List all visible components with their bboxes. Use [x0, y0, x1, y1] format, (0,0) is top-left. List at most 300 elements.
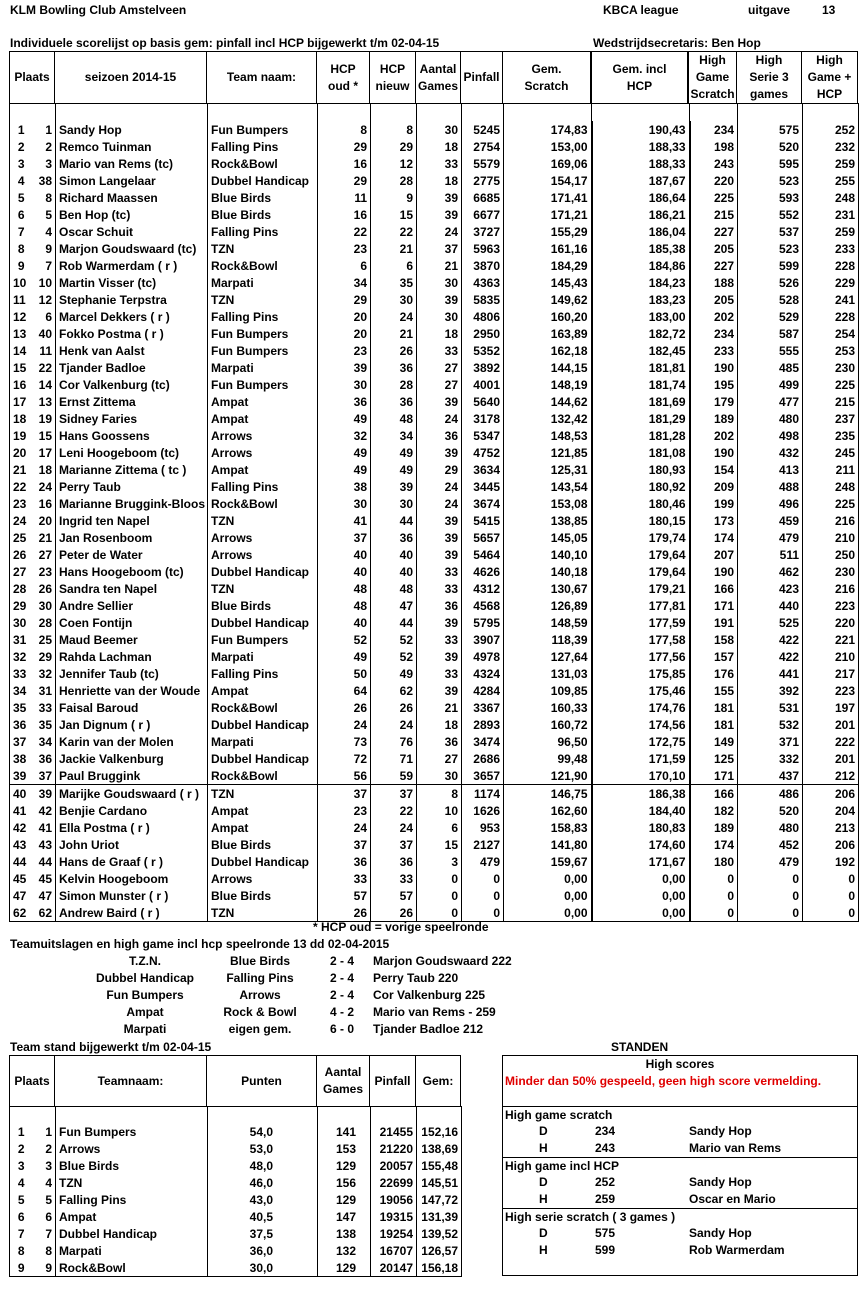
player-hg-hcp: 223: [803, 597, 859, 614]
player-games: 27: [417, 750, 462, 767]
player-row: [10, 461, 859, 478]
team-punten: 43,0: [208, 1191, 318, 1208]
player-hcp-oud: 30: [318, 376, 371, 393]
player-name: Jennifer Taub (tc): [56, 665, 208, 682]
player-prev-rank: 29: [28, 648, 56, 665]
player-hcp-nieuw: 22: [371, 802, 417, 819]
high-score-group-label: High game scratch: [503, 1106, 857, 1122]
player-name: Richard Maassen: [56, 189, 208, 206]
player-name: Marianne Zittema ( tc ): [56, 461, 208, 478]
player-row: [10, 257, 859, 274]
player-games: 36: [417, 597, 462, 614]
player-team: Falling Pins: [208, 223, 318, 240]
player-team: Blue Birds: [208, 189, 318, 206]
player-prev-rank: 31: [28, 682, 56, 699]
player-games: 3: [417, 853, 462, 870]
player-hs-3: 531: [738, 699, 803, 716]
player-hcp-oud: 36: [318, 393, 371, 410]
player-row: [10, 427, 859, 444]
player-name: Faisal Baroud: [56, 699, 208, 716]
player-hcp-oud: 36: [318, 853, 371, 870]
player-games: 10: [417, 802, 462, 819]
player-gem-hcp: 180,46: [592, 495, 690, 512]
player-pinfall: 5352: [462, 342, 504, 359]
player-gem-scratch: 99,48: [504, 750, 592, 767]
player-row: [10, 614, 859, 631]
player-gem-hcp: 180,92: [592, 478, 690, 495]
player-games: 21: [417, 257, 462, 274]
team-prev-rank: 4: [28, 1174, 56, 1191]
player-prev-rank: 38: [28, 172, 56, 189]
player-hcp-oud: 24: [318, 716, 371, 733]
player-hg-scratch: 173: [690, 512, 738, 529]
player-pinfall: 3657: [462, 767, 504, 785]
player-hcp-nieuw: 40: [371, 563, 417, 580]
team-punten: 48,0: [208, 1157, 318, 1174]
player-pinfall: 5347: [462, 427, 504, 444]
player-prev-rank: 14: [28, 376, 56, 393]
player-gem-scratch: 161,16: [504, 240, 592, 257]
player-hs-3: 432: [738, 444, 803, 461]
player-hs-3: 526: [738, 274, 803, 291]
player-gem-hcp: 175,46: [592, 682, 690, 699]
player-prev-rank: 10: [28, 274, 56, 291]
player-hs-3: 462: [738, 563, 803, 580]
player-gem-hcp: 179,64: [592, 563, 690, 580]
player-rank: 23: [10, 495, 28, 512]
player-gem-hcp: 183,00: [592, 308, 690, 325]
player-name: Karin van der Molen: [56, 733, 208, 750]
player-row: [10, 716, 859, 733]
player-rank: 11: [10, 291, 28, 308]
player-gem-hcp: 186,38: [592, 785, 690, 803]
player-gem-hcp: 0,00: [592, 870, 690, 887]
player-prev-rank: 30: [28, 597, 56, 614]
team-col-name: Teamnaam:: [54, 1055, 207, 1107]
player-rank: 45: [10, 870, 28, 887]
player-rank: 43: [10, 836, 28, 853]
player-hs-3: 587: [738, 325, 803, 342]
player-hcp-nieuw: 21: [371, 240, 417, 257]
high-score-value: 252: [594, 1175, 615, 1189]
player-games: 29: [417, 461, 462, 478]
team-row: [10, 1208, 462, 1225]
high-scores-box: [502, 1055, 858, 1276]
team-row: [10, 1157, 462, 1174]
player-games: 0: [417, 887, 462, 904]
player-gem-hcp: 187,67: [592, 172, 690, 189]
player-gem-hcp: 177,59: [592, 614, 690, 631]
player-rank: 25: [10, 529, 28, 546]
match-high-game: Tjander Badloe 212: [373, 1022, 484, 1036]
team-name: TZN: [56, 1174, 208, 1191]
player-row: [10, 240, 859, 257]
player-gem-scratch: 0,00: [504, 870, 592, 887]
match-score: 2 - 4: [329, 971, 354, 985]
player-hcp-nieuw: 59: [371, 767, 417, 785]
player-row: [10, 274, 859, 291]
player-gem-scratch: 144,15: [504, 359, 592, 376]
player-pinfall: 3178: [462, 410, 504, 427]
team-name: Ampat: [56, 1208, 208, 1225]
player-hg-scratch: 154: [690, 461, 738, 478]
team-pinfall: 16707: [371, 1242, 417, 1259]
footnote: * HCP oud = vorige speelronde: [313, 920, 489, 934]
player-rank: 20: [10, 444, 28, 461]
player-hg-scratch: 0: [690, 870, 738, 887]
player-hs-3: 440: [738, 597, 803, 614]
player-hcp-nieuw: 36: [371, 393, 417, 410]
player-hcp-oud: 57: [318, 887, 371, 904]
player-prev-rank: 27: [28, 546, 56, 563]
player-games: 30: [417, 308, 462, 325]
player-rank: 47: [10, 887, 28, 904]
player-hcp-nieuw: 26: [371, 342, 417, 359]
player-hg-scratch: 0: [690, 904, 738, 922]
player-hcp-oud: 22: [318, 223, 371, 240]
player-row: [10, 853, 859, 870]
player-hg-scratch: 202: [690, 427, 738, 444]
player-gem-scratch: 0,00: [504, 904, 592, 922]
player-pinfall: 0: [462, 870, 504, 887]
player-hg-hcp: 210: [803, 529, 859, 546]
team-punten: 54,0: [208, 1123, 318, 1140]
player-name: Henk van Aalst: [56, 342, 208, 359]
player-hcp-oud: 20: [318, 325, 371, 342]
col-hg-scratch: High Game Scratch: [688, 51, 737, 104]
player-hg-hcp: 254: [803, 325, 859, 342]
player-gem-scratch: 160,20: [504, 308, 592, 325]
player-prev-rank: 26: [28, 580, 56, 597]
player-hg-scratch: 182: [690, 802, 738, 819]
player-games: 33: [417, 342, 462, 359]
player-games: 33: [417, 563, 462, 580]
player-name: Cor Valkenburg (tc): [56, 376, 208, 393]
player-hg-hcp: 229: [803, 274, 859, 291]
player-prev-rank: 17: [28, 444, 56, 461]
player-rank: 26: [10, 546, 28, 563]
player-hs-3: 595: [738, 155, 803, 172]
player-hg-hcp: 217: [803, 665, 859, 682]
player-name: Sandy Hop: [56, 121, 208, 138]
player-gem-scratch: 159,67: [504, 853, 592, 870]
player-row: [10, 393, 859, 410]
player-gem-hcp: 175,85: [592, 665, 690, 682]
player-rank: 17: [10, 393, 28, 410]
high-score-player: Sandy Hop: [689, 1226, 752, 1240]
player-hg-scratch: 234: [690, 325, 738, 342]
player-prev-rank: 22: [28, 359, 56, 376]
player-hcp-nieuw: 57: [371, 887, 417, 904]
team-table: [9, 1106, 462, 1277]
player-games: 30: [417, 274, 462, 291]
player-hcp-nieuw: 12: [371, 155, 417, 172]
player-gem-hcp: 181,81: [592, 359, 690, 376]
col-hg-hcp: High Game + HCP: [801, 51, 858, 104]
player-hcp-oud: 11: [318, 189, 371, 206]
player-gem-hcp: 184,40: [592, 802, 690, 819]
player-hs-3: 485: [738, 359, 803, 376]
player-pinfall: 5245: [462, 121, 504, 138]
team-row: [10, 1123, 462, 1140]
player-prev-rank: 16: [28, 495, 56, 512]
player-rank: 62: [10, 904, 28, 922]
player-gem-scratch: 160,33: [504, 699, 592, 716]
player-row: [10, 529, 859, 546]
team-prev-rank: 7: [28, 1225, 56, 1242]
player-gem-scratch: 96,50: [504, 733, 592, 750]
match-score: 4 - 2: [329, 1005, 354, 1019]
player-hg-hcp: 201: [803, 750, 859, 767]
player-hs-3: 480: [738, 819, 803, 836]
edition-number: 13: [822, 3, 836, 17]
player-prev-rank: 23: [28, 563, 56, 580]
player-hs-3: 0: [738, 904, 803, 922]
team-games: 129: [318, 1157, 371, 1174]
player-hs-3: 499: [738, 376, 803, 393]
player-name: Sidney Faries: [56, 410, 208, 427]
page-subtitle: Individuele scorelijst op basis gem: pinfall incl HCP bijgewerkt t/m 02-04-15: [10, 36, 440, 50]
player-row: [10, 342, 859, 359]
team-stand-title: Team stand bijgewerkt t/m 02-04-15: [10, 1040, 212, 1054]
team-row: [10, 1242, 462, 1259]
player-hg-scratch: 205: [690, 291, 738, 308]
player-gem-hcp: 0,00: [592, 904, 690, 922]
player-row: [10, 870, 859, 887]
player-hcp-oud: 41: [318, 512, 371, 529]
player-hg-scratch: 174: [690, 529, 738, 546]
player-prev-rank: 39: [28, 785, 56, 803]
player-hcp-nieuw: 71: [371, 750, 417, 767]
player-name: Rahda Lachman: [56, 648, 208, 665]
player-gem-hcp: 185,38: [592, 240, 690, 257]
player-hg-hcp: 211: [803, 461, 859, 478]
player-prev-rank: 25: [28, 631, 56, 648]
player-row: [10, 802, 859, 819]
player-hcp-nieuw: 52: [371, 648, 417, 665]
team-games: 153: [318, 1140, 371, 1157]
player-hs-3: 413: [738, 461, 803, 478]
player-hcp-nieuw: 47: [371, 597, 417, 614]
player-games: 24: [417, 478, 462, 495]
player-hg-hcp: 225: [803, 495, 859, 512]
player-rank: 10: [10, 274, 28, 291]
player-hs-3: 575: [738, 121, 803, 138]
player-prev-rank: 4: [28, 223, 56, 240]
player-hg-scratch: 215: [690, 206, 738, 223]
player-team: Ampat: [208, 410, 318, 427]
player-row: [10, 444, 859, 461]
player-hcp-nieuw: 30: [371, 495, 417, 512]
player-games: 39: [417, 648, 462, 665]
player-games: 33: [417, 155, 462, 172]
team-gem: 155,48: [417, 1157, 462, 1174]
player-row: [10, 904, 859, 922]
player-prev-rank: 19: [28, 410, 56, 427]
high-score-group-label: High game incl HCP: [503, 1157, 857, 1173]
player-rank: 18: [10, 410, 28, 427]
player-hcp-nieuw: 6: [371, 257, 417, 274]
player-name: Martin Visser (tc): [56, 274, 208, 291]
player-hg-hcp: 233: [803, 240, 859, 257]
player-hg-scratch: 181: [690, 716, 738, 733]
player-team: Arrows: [208, 870, 318, 887]
player-hs-3: 459: [738, 512, 803, 529]
player-games: 15: [417, 836, 462, 853]
player-games: 39: [417, 512, 462, 529]
player-hg-scratch: 199: [690, 495, 738, 512]
player-row: [10, 172, 859, 189]
team-rank: 6: [10, 1208, 28, 1225]
player-hs-3: 479: [738, 529, 803, 546]
player-team: Rock&Bowl: [208, 257, 318, 274]
player-gem-scratch: 118,39: [504, 631, 592, 648]
player-hcp-nieuw: 40: [371, 546, 417, 563]
player-gem-hcp: 182,45: [592, 342, 690, 359]
match-score: 2 - 4: [329, 954, 354, 968]
player-row: [10, 563, 859, 580]
team-col-plaats: Plaats: [9, 1055, 55, 1107]
player-team: Fun Bumpers: [208, 325, 318, 342]
player-gem-scratch: 143,54: [504, 478, 592, 495]
player-hcp-oud: 49: [318, 444, 371, 461]
player-row: [10, 206, 859, 223]
team-rank: 7: [10, 1225, 28, 1242]
player-gem-scratch: 158,83: [504, 819, 592, 836]
player-hg-hcp: 231: [803, 206, 859, 223]
player-rank: 33: [10, 665, 28, 682]
player-gem-hcp: 179,74: [592, 529, 690, 546]
player-hcp-nieuw: 36: [371, 529, 417, 546]
player-hg-hcp: 222: [803, 733, 859, 750]
player-hcp-nieuw: 24: [371, 716, 417, 733]
player-row: [10, 495, 859, 512]
player-prev-rank: 7: [28, 257, 56, 274]
team-games: 138: [318, 1225, 371, 1242]
player-name: Andrew Baird ( r ): [56, 904, 208, 922]
player-gem-hcp: 174,60: [592, 836, 690, 853]
player-hg-hcp: 228: [803, 257, 859, 274]
player-name: Marjon Goudswaard (tc): [56, 240, 208, 257]
player-team: Falling Pins: [208, 478, 318, 495]
team-gem: 139,52: [417, 1225, 462, 1242]
player-row: [10, 189, 859, 206]
player-gem-scratch: 140,18: [504, 563, 592, 580]
player-hg-scratch: 227: [690, 257, 738, 274]
team-rank: 4: [10, 1174, 28, 1191]
player-hg-scratch: 190: [690, 563, 738, 580]
player-hg-scratch: 209: [690, 478, 738, 495]
player-rank: 29: [10, 597, 28, 614]
player-gem-scratch: 132,42: [504, 410, 592, 427]
player-hcp-nieuw: 9: [371, 189, 417, 206]
player-row: [10, 359, 859, 376]
standen-title: STANDEN: [611, 1040, 669, 1054]
team-name: Dubbel Handicap: [56, 1225, 208, 1242]
player-team: Rock&Bowl: [208, 495, 318, 512]
player-gem-scratch: 154,17: [504, 172, 592, 189]
player-gem-hcp: 177,81: [592, 597, 690, 614]
high-score-value: 234: [594, 1124, 615, 1138]
match-home-team: Marpati: [123, 1022, 167, 1036]
team-pinfall: 19315: [371, 1208, 417, 1225]
match-home-team: T.Z.N.: [129, 954, 161, 968]
player-hg-hcp: 201: [803, 716, 859, 733]
team-name: Blue Birds: [56, 1157, 208, 1174]
player-pinfall: 3367: [462, 699, 504, 716]
player-hcp-nieuw: 28: [371, 172, 417, 189]
team-rank: 9: [10, 1259, 28, 1277]
player-hg-hcp: 248: [803, 478, 859, 495]
team-prev-rank: 6: [28, 1208, 56, 1225]
player-team: Blue Birds: [208, 597, 318, 614]
player-row: [10, 410, 859, 427]
player-rank: 3: [10, 155, 28, 172]
player-hs-3: 525: [738, 614, 803, 631]
player-name: Rob Warmerdam ( r ): [56, 257, 208, 274]
player-hs-3: 423: [738, 580, 803, 597]
team-prev-rank: 9: [28, 1259, 56, 1277]
player-gem-hcp: 181,28: [592, 427, 690, 444]
col-gem-scratch: Gem. Scratch: [502, 51, 591, 104]
player-gem-scratch: 126,89: [504, 597, 592, 614]
player-hcp-nieuw: 49: [371, 444, 417, 461]
player-name: Hans Goossens: [56, 427, 208, 444]
player-gem-scratch: 109,85: [504, 682, 592, 699]
player-hg-scratch: 189: [690, 410, 738, 427]
player-hg-scratch: 205: [690, 240, 738, 257]
player-team: Blue Birds: [208, 206, 318, 223]
team-name: Fun Bumpers: [56, 1123, 208, 1140]
player-pinfall: 5640: [462, 393, 504, 410]
player-games: 39: [417, 206, 462, 223]
team-rank: 2: [10, 1140, 28, 1157]
match-home-team: Fun Bumpers: [106, 988, 184, 1002]
player-gem-scratch: 145,43: [504, 274, 592, 291]
player-row: [10, 546, 859, 563]
player-prev-rank: 8: [28, 189, 56, 206]
player-hg-scratch: 202: [690, 308, 738, 325]
team-col-games: Aantal Games: [316, 1055, 370, 1107]
player-row: [10, 325, 859, 342]
player-hg-scratch: 180: [690, 853, 738, 870]
player-gem-hcp: 180,93: [592, 461, 690, 478]
player-hg-scratch: 234: [690, 121, 738, 138]
player-name: Jan Dignum ( r ): [56, 716, 208, 733]
player-row: [10, 376, 859, 393]
player-hg-hcp: 235: [803, 427, 859, 444]
player-gem-scratch: 148,59: [504, 614, 592, 631]
player-team: Ampat: [208, 682, 318, 699]
player-pinfall: 3727: [462, 223, 504, 240]
player-gem-scratch: 163,89: [504, 325, 592, 342]
high-score-division: D: [539, 1124, 548, 1138]
player-hs-3: 537: [738, 223, 803, 240]
player-hcp-oud: 40: [318, 563, 371, 580]
player-hg-hcp: 206: [803, 836, 859, 853]
player-rank: 1: [10, 121, 28, 138]
player-hcp-oud: 48: [318, 580, 371, 597]
player-team: Blue Birds: [208, 836, 318, 853]
player-prev-rank: 18: [28, 461, 56, 478]
player-hcp-oud: 20: [318, 308, 371, 325]
match-away-team: Rock & Bowl: [223, 1005, 297, 1019]
player-hcp-oud: 72: [318, 750, 371, 767]
player-row: [10, 308, 859, 325]
player-gem-scratch: 121,85: [504, 444, 592, 461]
player-prev-rank: 36: [28, 750, 56, 767]
player-prev-rank: 33: [28, 699, 56, 716]
